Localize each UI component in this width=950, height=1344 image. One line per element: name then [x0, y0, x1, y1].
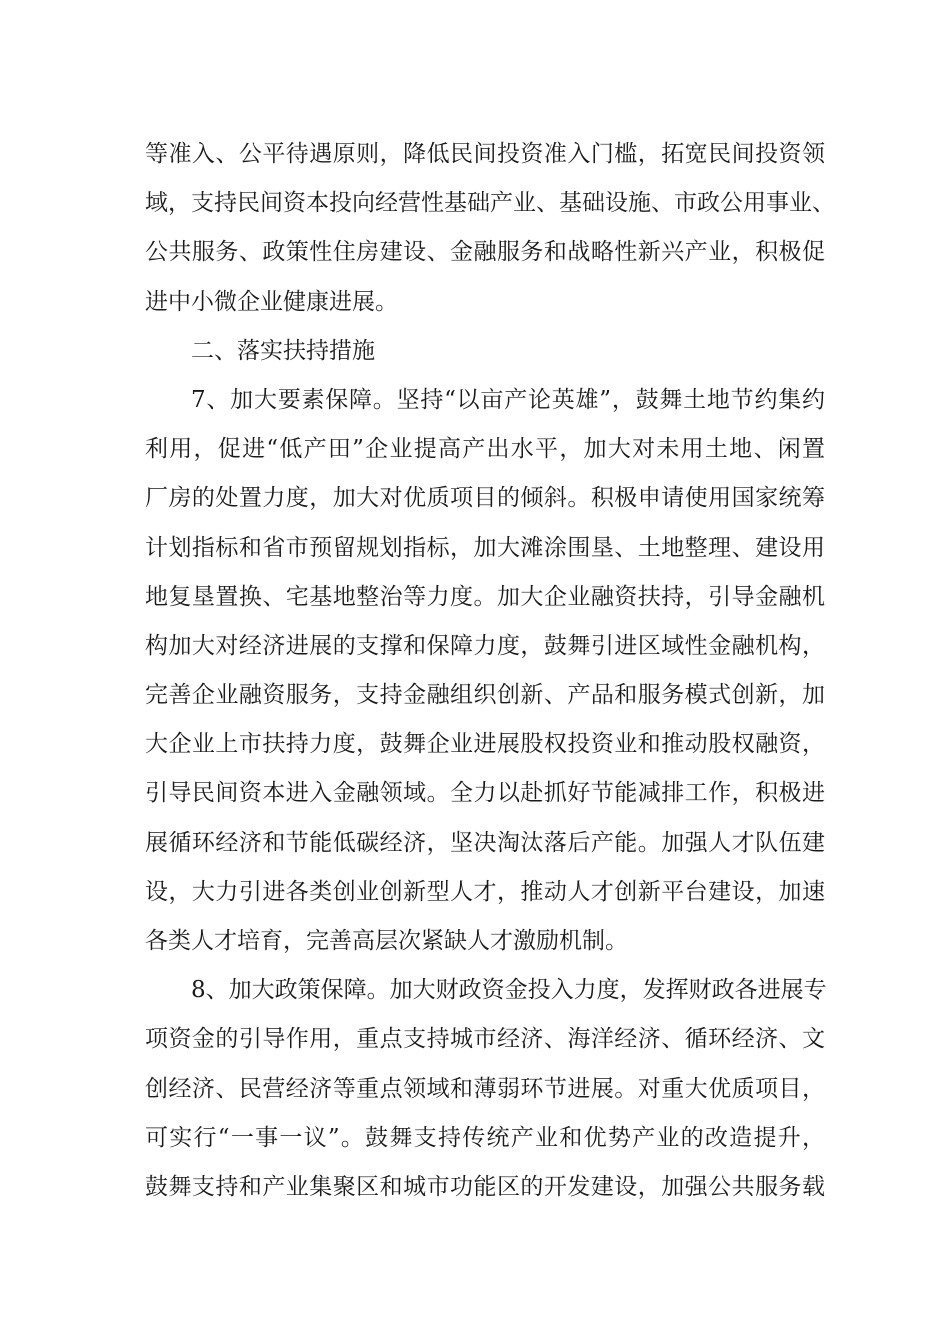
text-line: 地复垦置换、宅基地整治等力度。加大企业融资扶持，引导金融机	[145, 583, 825, 610]
text-line: 设，大力引进各类创业创新型人才，推动人才创新平台建设，加速	[145, 878, 825, 905]
text-line: 域，支持民间资本投向经营性基础产业、基础设施、市政公用事业、	[145, 190, 835, 217]
text-line: 创经济、民营经济等重点领域和薄弱环节进展。对重大优质项目，	[145, 1075, 825, 1102]
text-line: 大企业上市扶持力度，鼓舞企业进展股权投资业和推动股权融资，	[145, 731, 825, 758]
text-line: 构加大对经济进展的支撑和保障力度，鼓舞引进区域性金融机构，	[145, 632, 825, 659]
text-line: 项资金的引导作用，重点支持城市经济、海洋经济、循环经济、文	[145, 1026, 825, 1053]
text-line: 进中小微企业健康进展。	[145, 288, 398, 315]
paragraph-start-line: 8、加大政策保障。加大财政资金投入力度，发挥财政各进展专	[191, 977, 827, 1004]
paragraph-start-line: 7、加大要素保障。坚持“以亩产论英雄”，鼓舞土地节约集约	[191, 386, 825, 413]
text-line: 计划指标和省市预留规划指标，加大滩涂围垦、土地整理、建设用	[145, 534, 825, 561]
body-text	[145, 130, 835, 1212]
text-line: 利用，促进“低产田”企业提高产出水平，加大对未用土地、闲置	[145, 436, 825, 463]
text-line: 引导民间资本进入金融领域。全力以赴抓好节能减排工作，积极进	[145, 780, 825, 807]
text-line: 厂房的处置力度，加大对优质项目的倾斜。积极申请使用国家统筹	[145, 485, 825, 512]
section-heading: 二、落实扶持措施	[191, 337, 375, 364]
text-line: 公共服务、政策性住房建设、金融服务和战略性新兴产业，积极促	[145, 239, 825, 266]
text-line: 等准入、公平待遇原则，降低民间投资准入门槛，拓宽民间投资领	[145, 141, 825, 167]
text-line: 各类人才培育，完善高层次紧缺人才激励机制。	[145, 928, 628, 954]
text-line: 鼓舞支持和产业集聚区和城市功能区的开发建设，加强公共服务载	[145, 1173, 825, 1200]
text-line: 完善企业融资服务，支持金融组织创新、产品和服务模式创新，加	[145, 682, 825, 709]
text-line: 可实行“一事一议”。鼓舞支持传统产业和优势产业的改造提升，	[145, 1124, 825, 1151]
text-line: 展循环经济和节能低碳经济，坚决淘汰落后产能。加强人才队伍建	[145, 829, 825, 856]
